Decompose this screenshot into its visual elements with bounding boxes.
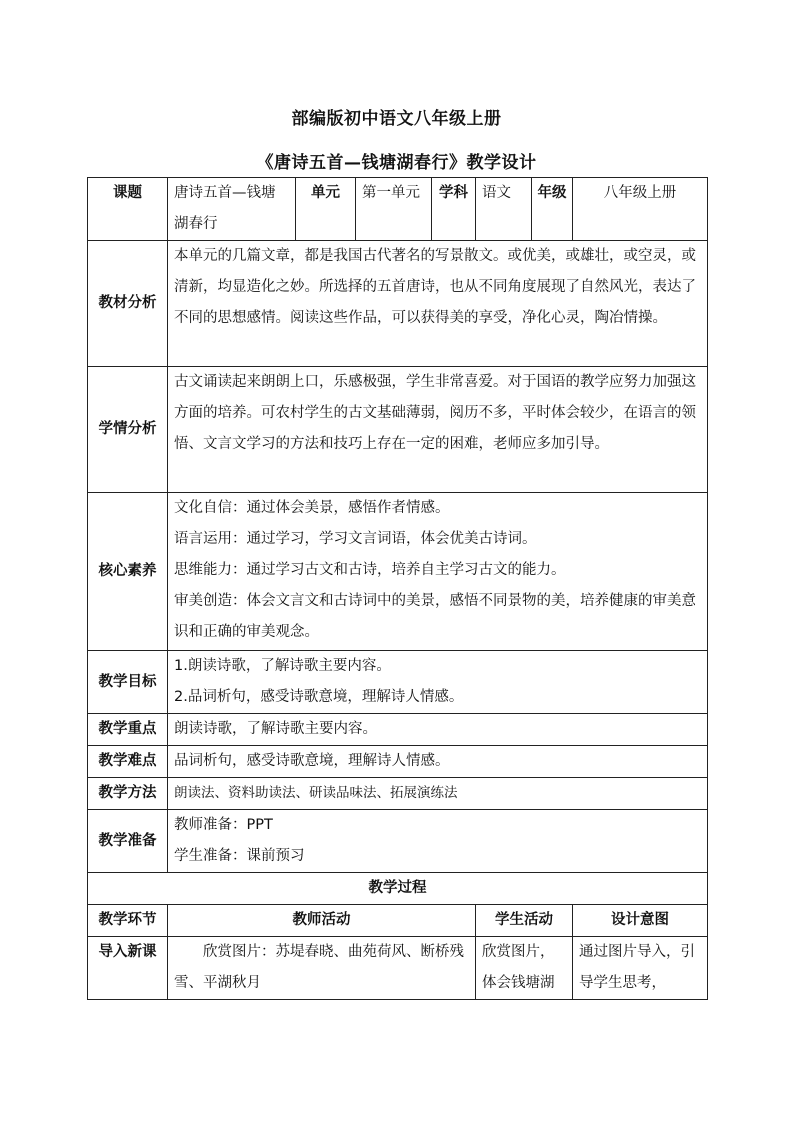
process-student: 欣赏图片，体会钱塘湖 <box>476 937 573 1000</box>
process-header-student: 学生活动 <box>476 905 573 937</box>
methods-row <box>88 778 708 810</box>
goal-line: 1.朗读诗歌，了解诗歌主要内容。 <box>174 658 391 674</box>
process-header-teacher: 教师活动 <box>168 905 476 937</box>
key-row <box>88 714 708 746</box>
goal-line: 2.品词析句，感受诗歌意境，理解诗人情感。 <box>174 689 464 705</box>
difficulty-text: 品词析句，感受诗歌意境，理解诗人情感。 <box>168 746 708 778</box>
core-line: 文化自信：通过体会美景，感悟作者情感。 <box>174 500 450 516</box>
process-row <box>88 937 708 1000</box>
document-subtitle: 《唐诗五首—钱塘湖春行》教学设计 <box>256 153 537 173</box>
prep-row <box>88 810 708 873</box>
process-stage: 导入新课 <box>88 937 168 1000</box>
students-row <box>88 367 708 493</box>
core-line: 思维能力：通过学习古文和古诗，培养自主学习古文的能力。 <box>174 562 566 578</box>
core-line: 审美创造：体会文言文和古诗词中的美景，感悟不同景物的美，培养健康的审美意识和正确的审美观念。 <box>174 593 696 640</box>
material-row <box>88 241 708 367</box>
core-text <box>168 493 708 651</box>
process-intent: 通过图片导入，引导学生思考， <box>573 937 708 1000</box>
grade-label: 年级 <box>532 178 573 241</box>
subject-label: 学科 <box>432 178 476 241</box>
process-title: 教学过程 <box>88 873 708 905</box>
unit-value: 第一单元 <box>356 178 432 241</box>
core-row <box>88 493 708 651</box>
unit-label: 单元 <box>296 178 356 241</box>
material-text: 本单元的几篇文章，都是我国古代著名的写景散文。或优美，或雄壮，或空灵，或清新，均显造化之妙。所选择的五首唐诗，也从不同角度展现了自然风光，表达了不同的思想感情。阅读这些作品，可以获得美的享受，净化心灵，陶冶情操。 <box>168 241 708 367</box>
goals-text <box>168 651 708 714</box>
difficulty-row <box>88 746 708 778</box>
process-title-row <box>88 873 708 905</box>
goals-row <box>88 651 708 714</box>
core-line: 语言运用：通过学习，学习文言词语，体会优美古诗词。 <box>174 531 537 547</box>
goals-label: 教学目标 <box>88 651 168 714</box>
grade-value: 八年级上册 <box>573 178 708 241</box>
prep-text <box>168 810 708 873</box>
key-text: 朗读诗歌，了解诗歌主要内容。 <box>168 714 708 746</box>
core-label: 核心素养 <box>88 493 168 651</box>
process-header-intent: 设计意图 <box>573 905 708 937</box>
process-header-stage: 教学环节 <box>88 905 168 937</box>
difficulty-label: 教学难点 <box>88 746 168 778</box>
students-label: 学情分析 <box>88 367 168 493</box>
methods-label: 教学方法 <box>88 778 168 810</box>
lesson-value: 唐诗五首—钱塘湖春行 <box>168 178 296 241</box>
prep-line: 教师准备：PPT <box>174 817 273 833</box>
prep-label: 教学准备 <box>88 810 168 873</box>
material-label: 教材分析 <box>88 241 168 367</box>
process-header-row <box>88 905 708 937</box>
lesson-plan-table <box>87 177 708 1000</box>
document-title: 部编版初中语文八年级上册 <box>291 109 502 129</box>
process-teacher: 欣赏图片：苏堤春晓、曲苑荷风、断桥残雪、平湖秋月 <box>168 937 476 1000</box>
methods-text: 朗读法、资料助读法、研读品味法、拓展演练法 <box>168 778 708 810</box>
students-text: 古文诵读起来朗朗上口，乐感极强，学生非常喜爱。对于国语的教学应努力加强这方面的培养。可农村学生的古文基础薄弱，阅历不多，平时体会较少，在语言的领悟、文言文学习的方法和技巧上存在一定的困难，老师应多加引导。 <box>168 367 708 493</box>
lesson-label: 课题 <box>88 178 168 241</box>
key-label: 教学重点 <box>88 714 168 746</box>
prep-line: 学生准备：课前预习 <box>174 848 305 864</box>
subject-value: 语文 <box>476 178 532 241</box>
info-row <box>88 178 708 241</box>
